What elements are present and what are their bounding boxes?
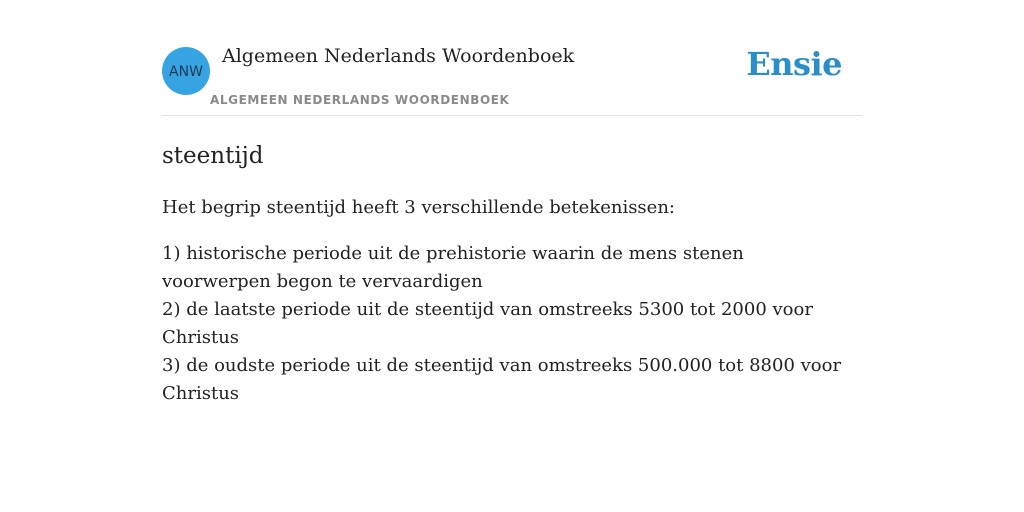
definition-item: 3) de oudste periode uit de steentijd van omstreeks 500.000 tot 8800 voor Christus [162,355,842,404]
entry-term: steentijd [162,143,264,169]
source-subtitle: ALGEMEEN NEDERLANDS WOORDENBOEK [210,93,510,107]
header [162,0,862,116]
svg-text:ANW: ANW [169,64,203,80]
page-container [162,0,862,408]
entry-intro: Het begrip steentijd heeft 3 verschillende betekenissen: [162,197,675,218]
definition-list [162,240,852,408]
definition-item: 1) historische periode uit de prehistorie waarin de mens stenen voorwerpen begon te vervaardigen [162,243,744,292]
ensie-brand-link[interactable]: Ensie [746,45,842,83]
definition-item: 2) de laatste periode uit de steentijd van omstreeks 5300 tot 2000 voor Christus [162,299,813,348]
source-title[interactable]: Algemeen Nederlands Woordenboek [222,45,575,67]
anw-logo-icon [166,61,206,81]
anw-logo[interactable] [162,47,210,95]
